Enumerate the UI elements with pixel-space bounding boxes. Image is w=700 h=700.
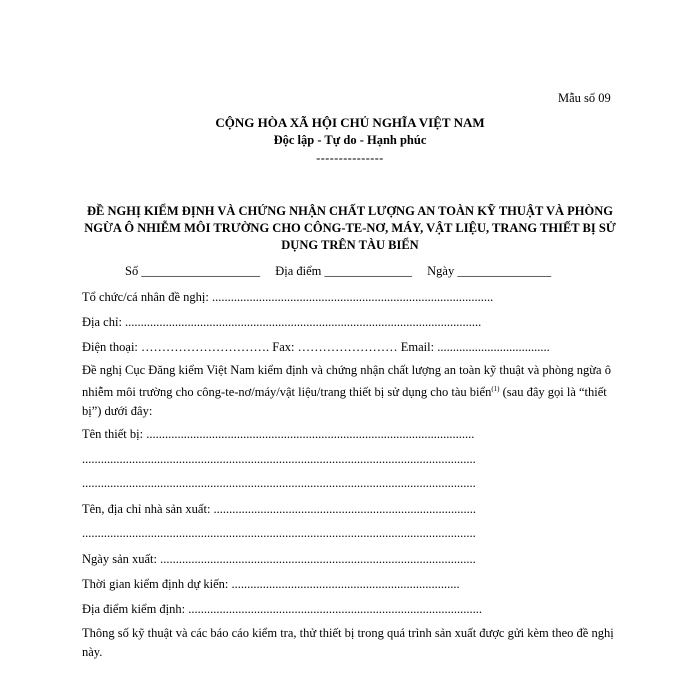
- request-text-end: (sau đây gọi là “thiết bị”) dưới đây:: [82, 385, 607, 419]
- reference-place: Địa điểm ______________: [275, 264, 412, 278]
- reference-date: Ngày _______________: [427, 264, 552, 278]
- manufacture-date-field: Ngày sản xuất: .....................................................................................................: [82, 552, 476, 566]
- inspection-place-field: Địa điểm kiểm định: ..............................................................................................: [82, 602, 482, 616]
- request-paragraph: [82, 361, 622, 421]
- form-number: Mẫu số 09: [558, 91, 611, 105]
- contact-field: Điện thoại: …………………………. Fax: …………………… Email: ....................................: [82, 340, 550, 354]
- national-motto: Độc lập - Tự do - Hạnh phúc: [273, 133, 427, 147]
- address-field: Địa chỉ: ..................................................................................................................: [82, 315, 482, 329]
- document-title: ĐỀ NGHỊ KIỂM ĐỊNH VÀ CHỨNG NHẬN CHẤT LƯỢNG AN TOÀN KỸ THUẬT VÀ PHÒNG NGỪA Ô NHIỄM MÔI TRƯỜNG CHO CÔNG-TE-NƠ, MÁY, VẬT LIỆU, TRANG THIẾT BỊ SỬ DỤNG TRÊN TÀU BIỂN: [84, 204, 616, 252]
- reference-row: [125, 264, 595, 279]
- dotted-line: ..............................................................................................................................: [82, 526, 476, 540]
- equipment-name-field: Tên thiết bị: .........................................................................................................: [82, 427, 475, 441]
- closing-paragraph: Thông số kỹ thuật và các báo cáo kiểm tra, thử thiết bị trong quá trình sản xuất được gửi kèm theo đề nghị này.: [82, 626, 614, 659]
- dotted-line: ..............................................................................................................................: [82, 476, 476, 490]
- national-title: CỘNG HÒA XÃ HỘI CHỦ NGHĨA VIỆT NAM: [215, 115, 485, 130]
- footnote-marker: (1): [491, 385, 500, 393]
- inspection-time-field: Thời gian kiểm định dự kiến: .........................................................................: [82, 577, 460, 591]
- motto-separator: ---------------: [316, 151, 384, 165]
- dotted-line: ..............................................................................................................................: [82, 452, 476, 466]
- reference-number: Số ___________________: [125, 264, 261, 278]
- request-text: Đề nghị Cục Đăng kiểm Việt Nam kiểm định và chứng nhận chất lượng an toàn kỹ thuật và phòng ngừa ô nhiễm môi trường cho công-te-nơ/máy/vật liệu/trang thiết bị sử dụng cho tàu biển: [82, 363, 611, 400]
- organization-field: Tổ chức/cá nhân đề nghị: ..........................................................................................: [82, 290, 494, 304]
- manufacturer-field: Tên, địa chỉ nhà sản xuất: ....................................................................................: [82, 502, 477, 516]
